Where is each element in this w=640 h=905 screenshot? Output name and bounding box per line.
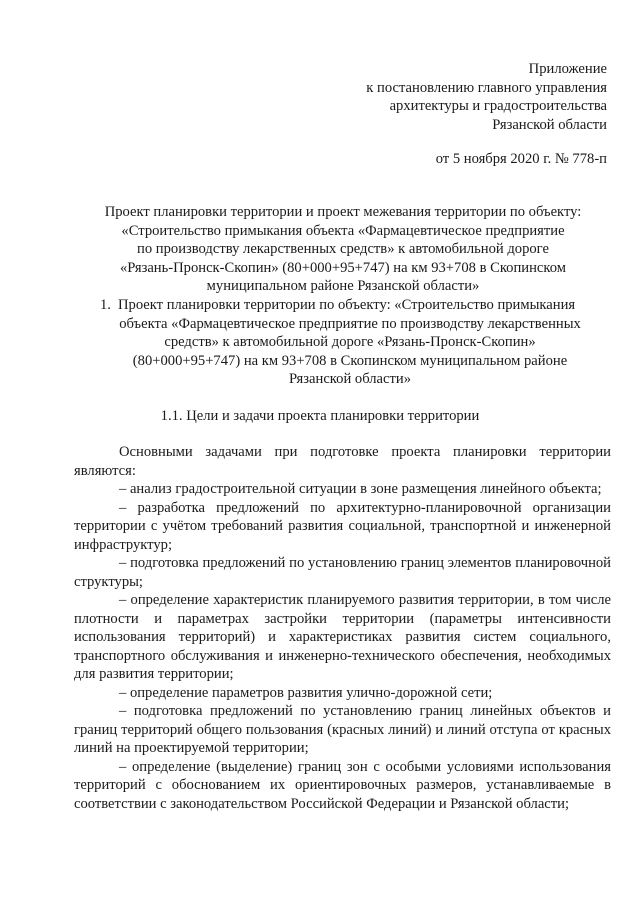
list-item: – определение (выделение) границ зон с особыми условиями использования территорий с обоснованием их ориентировочных размеров, устанавливаемые в соответствии с законодательством Российской Федерации и Рязанской области; xyxy=(74,758,611,812)
section-heading-line: объекта «Фармацевтическое предприятие по производству лекарственных xyxy=(119,315,581,332)
appendix-header-line: архитектуры и градостроительства xyxy=(389,98,607,114)
subsection-title: 1.1. Цели и задачи проекта планировки территории xyxy=(160,408,480,424)
document-title-line: муниципальном районе Рязанской области» xyxy=(206,278,480,294)
section-heading-line: Рязанской области» xyxy=(289,371,411,387)
document-title-line: по производству лекарственных средств» к автомобильной дороге xyxy=(137,241,549,257)
list-item: – подготовка предложений по установлению границ элементов планировочной структуры; xyxy=(74,555,611,590)
section-heading-line: средств» к автомобильной дороге «Рязань-Пронск-Скопин» xyxy=(164,334,536,350)
list-item: – подготовка предложений по установлению границ линейных объектов и границ территорий общего пользования (красных линий) и линий отступа от красных линий на проектируемой территории; xyxy=(74,703,611,756)
list-item: – разработка предложений по архитектурно-планировочной организации территории с учётом требований развития социальной, транспортной и инженерной инфраструктур; xyxy=(74,499,611,553)
list-item: – определение характеристик планируемого развития территории, в том числе плотности и параметрах застройки территории (параметры интенсивности использования территорий) и характеристиках развития систем социального, транспортного обслуживания и инженерно-технического обеспечения, необходимых для развития территории; xyxy=(74,592,611,682)
resolution-date: от 5 ноября 2020 г. № 778-п xyxy=(435,151,607,167)
list-item: – анализ градостроительной ситуации в зоне размещения линейного объекта; xyxy=(119,481,602,497)
section-heading-first-line xyxy=(100,296,600,315)
appendix-header xyxy=(307,60,607,134)
appendix-header-line: Рязанской области xyxy=(492,116,607,133)
appendix-header-line: к постановлению главного управления xyxy=(366,79,607,96)
section-number: 1. xyxy=(100,297,111,313)
paragraph: Основными задачами при подготовке проекта планировки территории являются: xyxy=(74,444,611,479)
section-heading xyxy=(100,296,600,389)
document-title-line: «Рязань-Пронск-Скопин» (80+000+95+747) на км 93+708 в Скопинском xyxy=(120,259,566,276)
list-item: – определение параметров развития улично-дорожной сети; xyxy=(119,684,493,701)
document-title xyxy=(73,203,613,296)
document-title-line: Проект планировки территории и проект межевания территории по объекту: xyxy=(104,204,582,220)
document-title-line: «Строительство примыкания объекта «Фармацевтическое предприятие xyxy=(121,222,565,239)
appendix-header-line: Приложение xyxy=(528,61,607,77)
section-heading-text: Проект планировки территории по объекту: «Строительство примыкания xyxy=(118,297,576,313)
section-heading-line: (80+000+95+747) на км 93+708 в Скопинском муниципальном районе xyxy=(132,352,568,369)
body-text xyxy=(74,443,611,813)
